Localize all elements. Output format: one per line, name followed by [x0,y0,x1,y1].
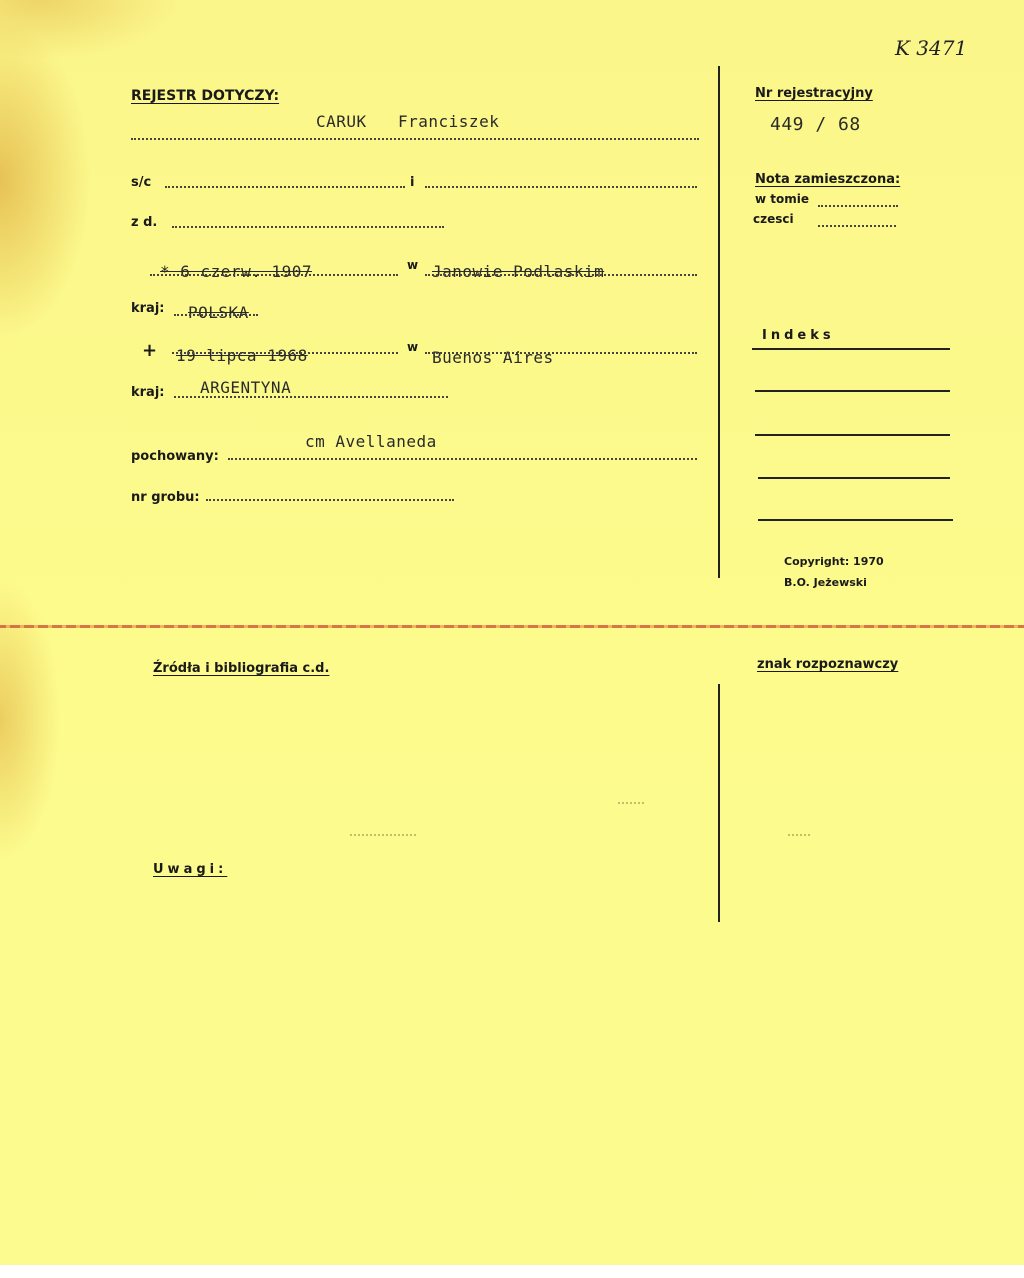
kraj-2-line [174,396,448,398]
index-line-1 [752,348,950,350]
death-symbol: + [142,340,158,361]
faint-mark-2 [350,832,416,836]
handwritten-reference: K 3471 [895,36,968,60]
index-line-5 [758,519,953,521]
sc-line [165,186,405,188]
faint-mark-3 [788,832,810,836]
grave-label: nr grobu: [131,490,200,505]
surname-value: CARUK [316,112,367,131]
volume-line [818,205,898,207]
index-label: Indeks [762,328,835,343]
faint-mark-1 [618,800,644,804]
index-line-4 [758,477,950,479]
buried-label: pochowany: [131,449,219,464]
reg-no-label: Nr rejestracyjny [755,86,873,101]
buried-line [228,458,697,460]
death-place-value: Buenos Aires [432,348,554,367]
birth-date-value: * 6 czerw. 1907 [160,262,312,281]
i-label: i [410,175,415,190]
remarks-label: Uwagi: [153,862,228,877]
part-label: czesci [753,212,794,226]
kraj-2-label: kraj: [131,385,165,400]
buried-value: cm Avellaneda [305,432,437,451]
note-label: Nota zamieszczona: [755,172,901,187]
kraj-1-line [174,314,258,316]
index-line-2 [755,390,950,392]
zd-line [172,226,444,228]
fold-line [0,625,1024,628]
birth-date-line [150,274,398,276]
kraj-2-value: ARGENTYNA [200,378,292,397]
death-date-value: 19 lipca 1968 [176,346,308,365]
zd-label: z d. [131,215,158,230]
author-text: B.O. Jeżewski [784,576,867,589]
top-vertical-divider [718,66,720,578]
i-line [425,186,697,188]
grave-line [206,499,454,501]
kraj-1-label: kraj: [131,301,165,316]
register-label: REJESTR DOTYCZY: [131,88,280,104]
sc-label: s/c [131,175,152,190]
volume-label: w tomie [755,192,809,206]
index-line-3 [755,434,950,436]
kraj-1-value: POLSKA [188,303,249,322]
birth-place-value: Janowie Podlaskim [432,262,605,281]
birth-place-line [425,274,697,276]
birth-w-label: w [407,258,419,272]
identifier-label: znak rozpoznawczy [757,657,899,672]
bottom-vertical-divider [718,684,720,922]
reg-no-value: 449 / 68 [770,114,861,135]
sources-label: Źródła i bibliografia c.d. [153,661,330,676]
copyright-text: Copyright: 1970 [784,555,884,568]
death-date-line [172,352,398,354]
death-w-label: w [407,340,419,354]
first-name-value: Franciszek [398,112,500,131]
name-line [131,138,699,140]
part-line [818,225,896,227]
death-place-line [425,352,697,354]
